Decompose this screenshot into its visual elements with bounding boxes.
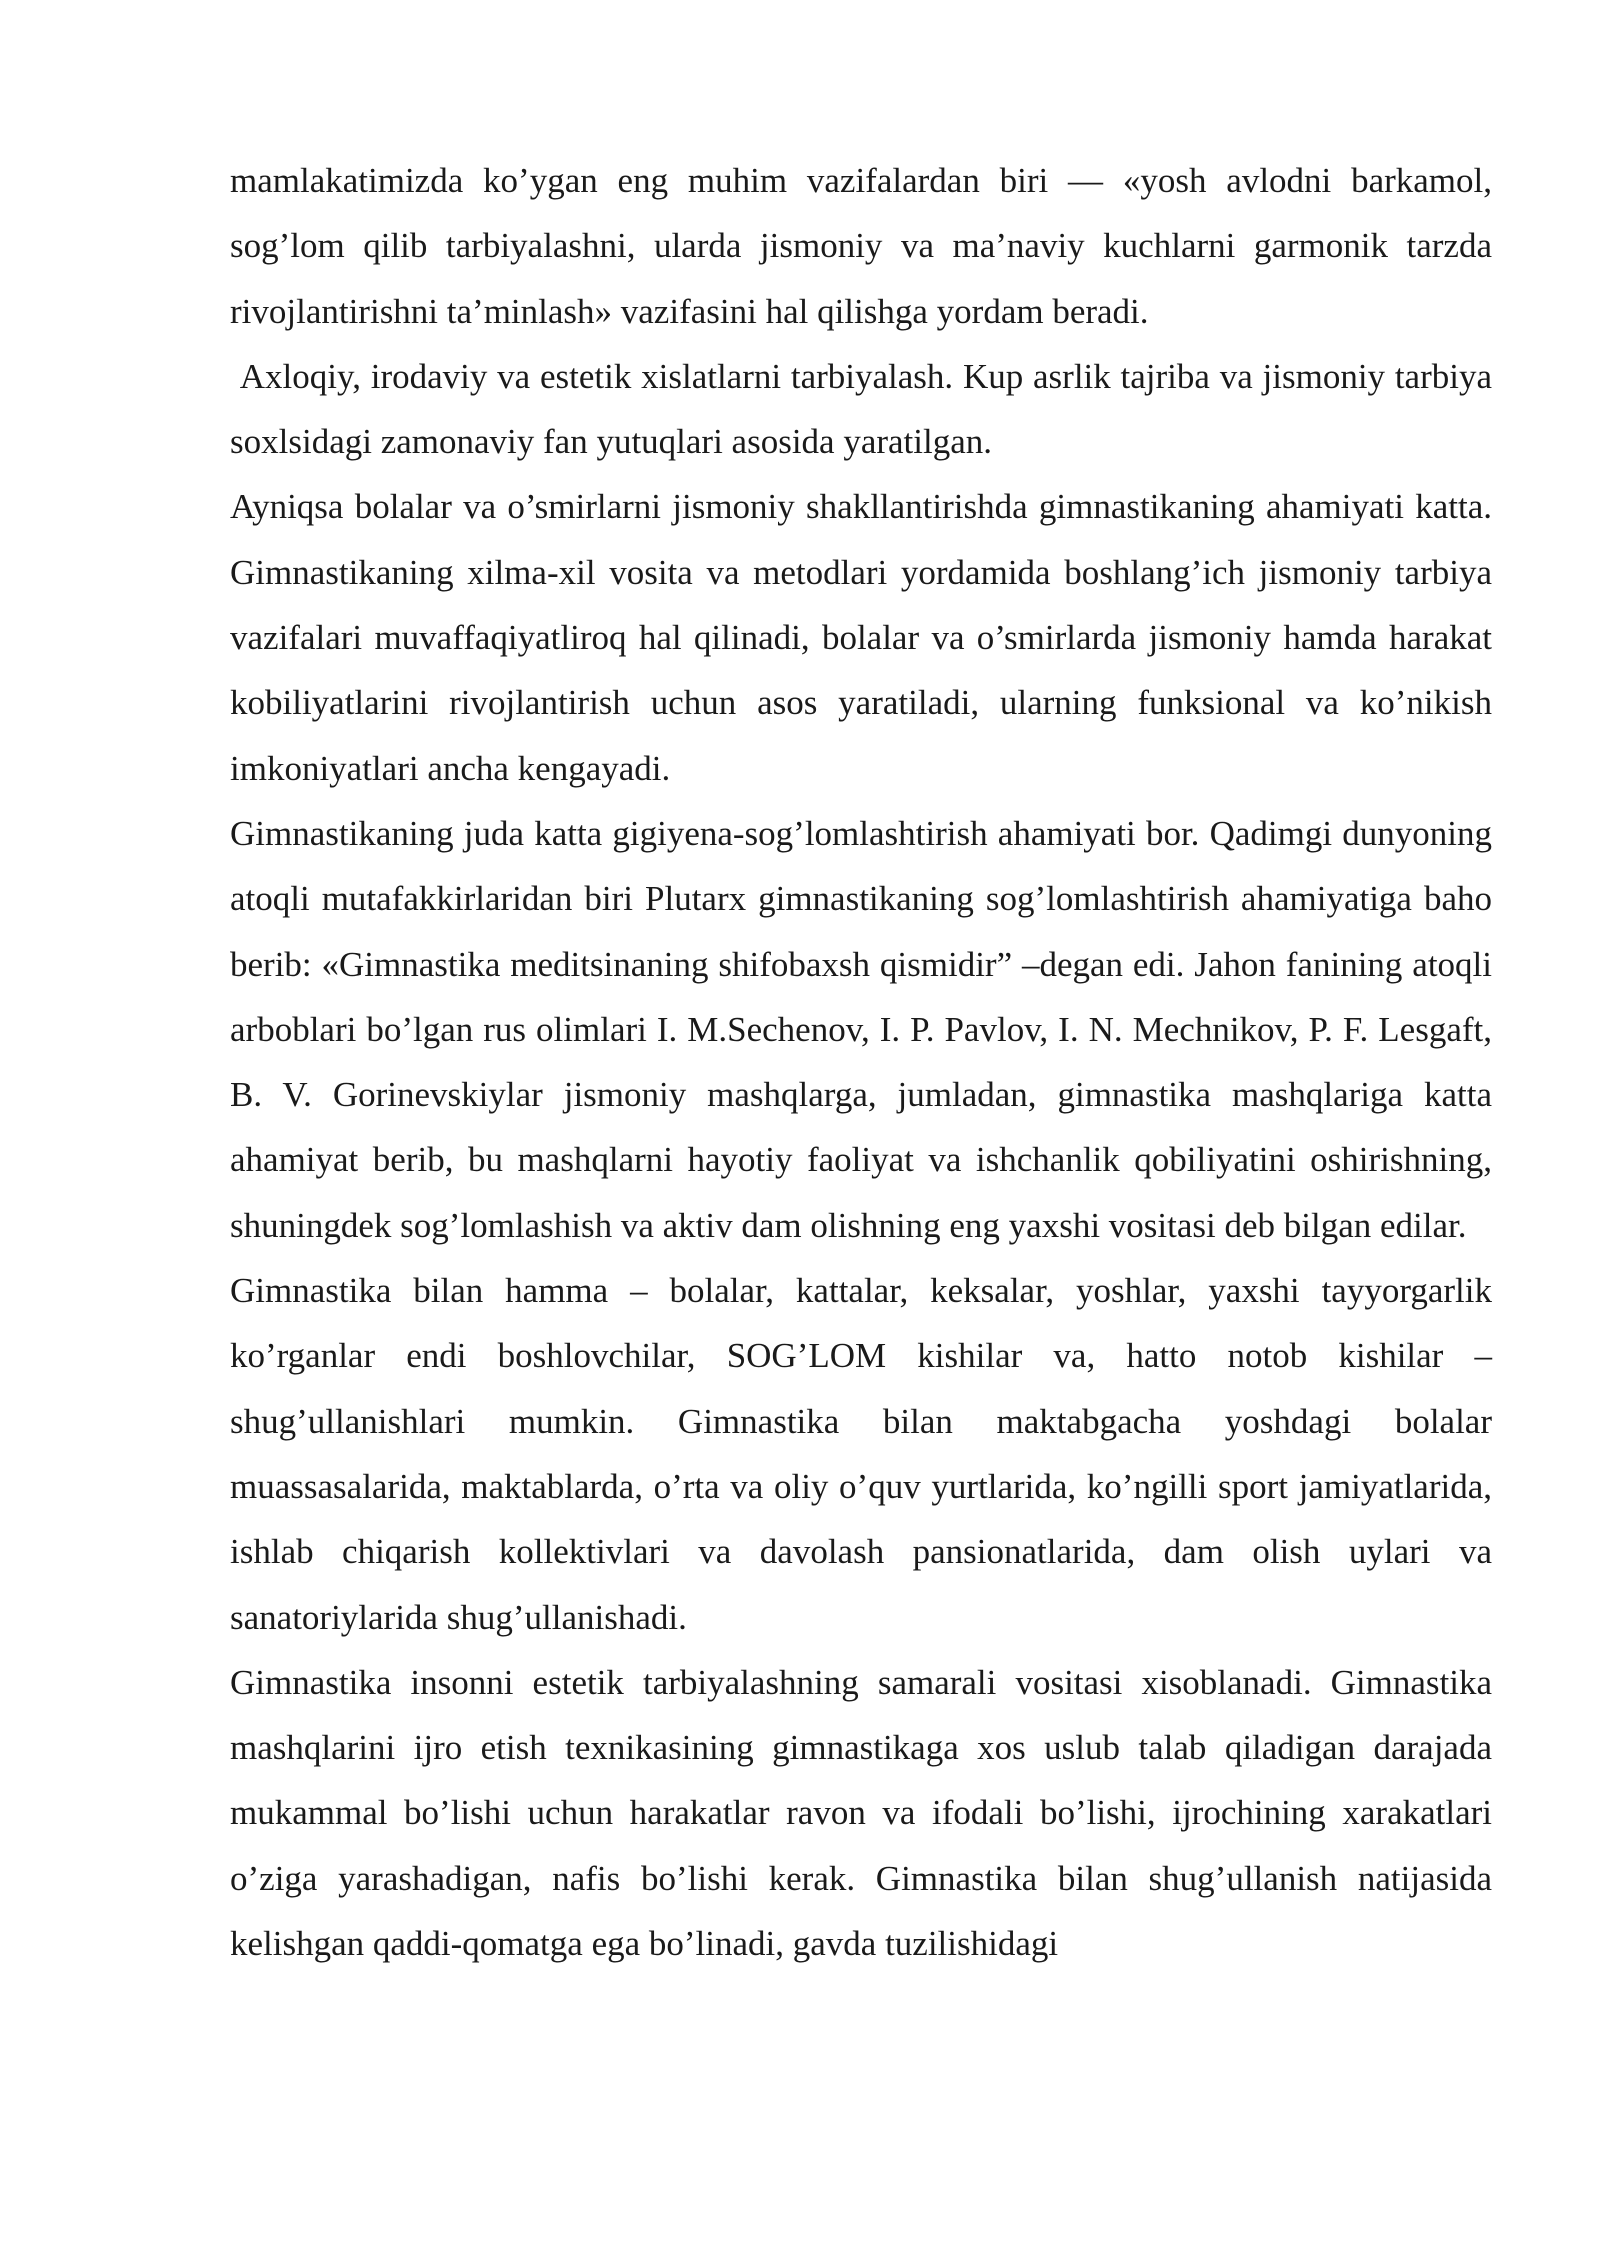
body-text xyxy=(230,148,1501,1976)
paragraph-3: Ayniqsa bolalar va o’smirlarni jismoniy shakllantirishda gimnastikaning ahamiyati katta. Gimnastikaning xilma-xil vosita va metodlari yordamida boshlang’ich jismoniy tarbiya vazifalari muvaffaqiyatliroq hal qilinadi, bolalar va o’smirlarda jismoniy hamda harakat kobiliyatlarini rivojlantirish uchun asos yaratiladi, ularning funksional va ko’nikish imkoniyatlari ancha kengayadi. xyxy=(230,487,1492,788)
paragraph-2: Axloqiy, irodaviy va estetik xislatlarni tarbiyalash. Kup asrlik tajriba va jismoniy tarbiya soxlsidagi zamonaviy fan yutuqlari asosida yaratilgan. xyxy=(230,356,1501,462)
paragraph-6: Gimnastika insonni estetik tarbiyalashning samarali vositasi xisoblanadi. Gimnastika mashqlarini ijro etish texnikasining gimnastikaga xos uslub talab qiladigan darajada mukammal bo’lishi uchun harakatlar ravon va ifodali bo’lishi, ijrochining xarakatlari o’ziga yarashadigan, nafis bo’lishi kerak. Gimnastika bilan shug’ullanish natijasida kelishgan qaddi-qomatga ega bo’linadi, gavda tuzilishidagi xyxy=(230,1662,1492,1964)
paragraph-4: Gimnastikaning juda katta gigiyena-sog’lomlashtirish ahamiyati bor. Qadimgi dunyoning atoqli mutafakkirlaridan biri Plutarx gimnastikaning sog’lomlashtirish ahamiyatiga baho berib: «Gimnastika meditsinaning shifobaxsh qismidir” –degan edi. Jahon fanining atoqli arboblari bo’lgan rus olimlari I. M.Sechenov, I. P. Pavlov, I. N. Mechnikov, P. F. Lesgaft, B. V. Gorinevskiylar jismoniy mashqlarga, jumladan, gimnastika mashqlariga katta ahamiyat berib, bu mashqlarni hayotiy faoliyat va ishchanlik qobiliyatini oshirishning, shuningdek sog’lomlashish va aktiv dam olishning eng yaxshi vositasi deb bilgan edilar. xyxy=(230,813,1492,1245)
paragraph-5: Gimnastika bilan hamma – bolalar, kattalar, keksalar, yoshlar, yaxshi tayyorgarlik ko’rganlar endi boshlovchilar, SOG’LOM kishilar va, hatto notob kishilar – shug’ullanishlari mumkin. Gimnastika bilan maktabgacha yoshdagi bolalar muassasalarida, maktablarda, o’rta va oliy o’quv yurtlarida, ko’ngilli sport jamiyatlarida, ishlab chiqarish kollektivlari va davolash pansionatlarida, dam olish uylari va sanatoriylarida shug’ullanishadi. xyxy=(230,1271,1492,1637)
paragraph-1: mamlakatimizda ko’ygan eng muhim vazifalardan biri — «yosh avlodni barkamol, sog’lom qilib tarbiyalashni, ularda jismoniy va ma’naviy kuchlarni garmonik tarzda rivojlantirishni ta’minlash» vazifasini hal qilishga yordam beradi. xyxy=(230,161,1492,331)
